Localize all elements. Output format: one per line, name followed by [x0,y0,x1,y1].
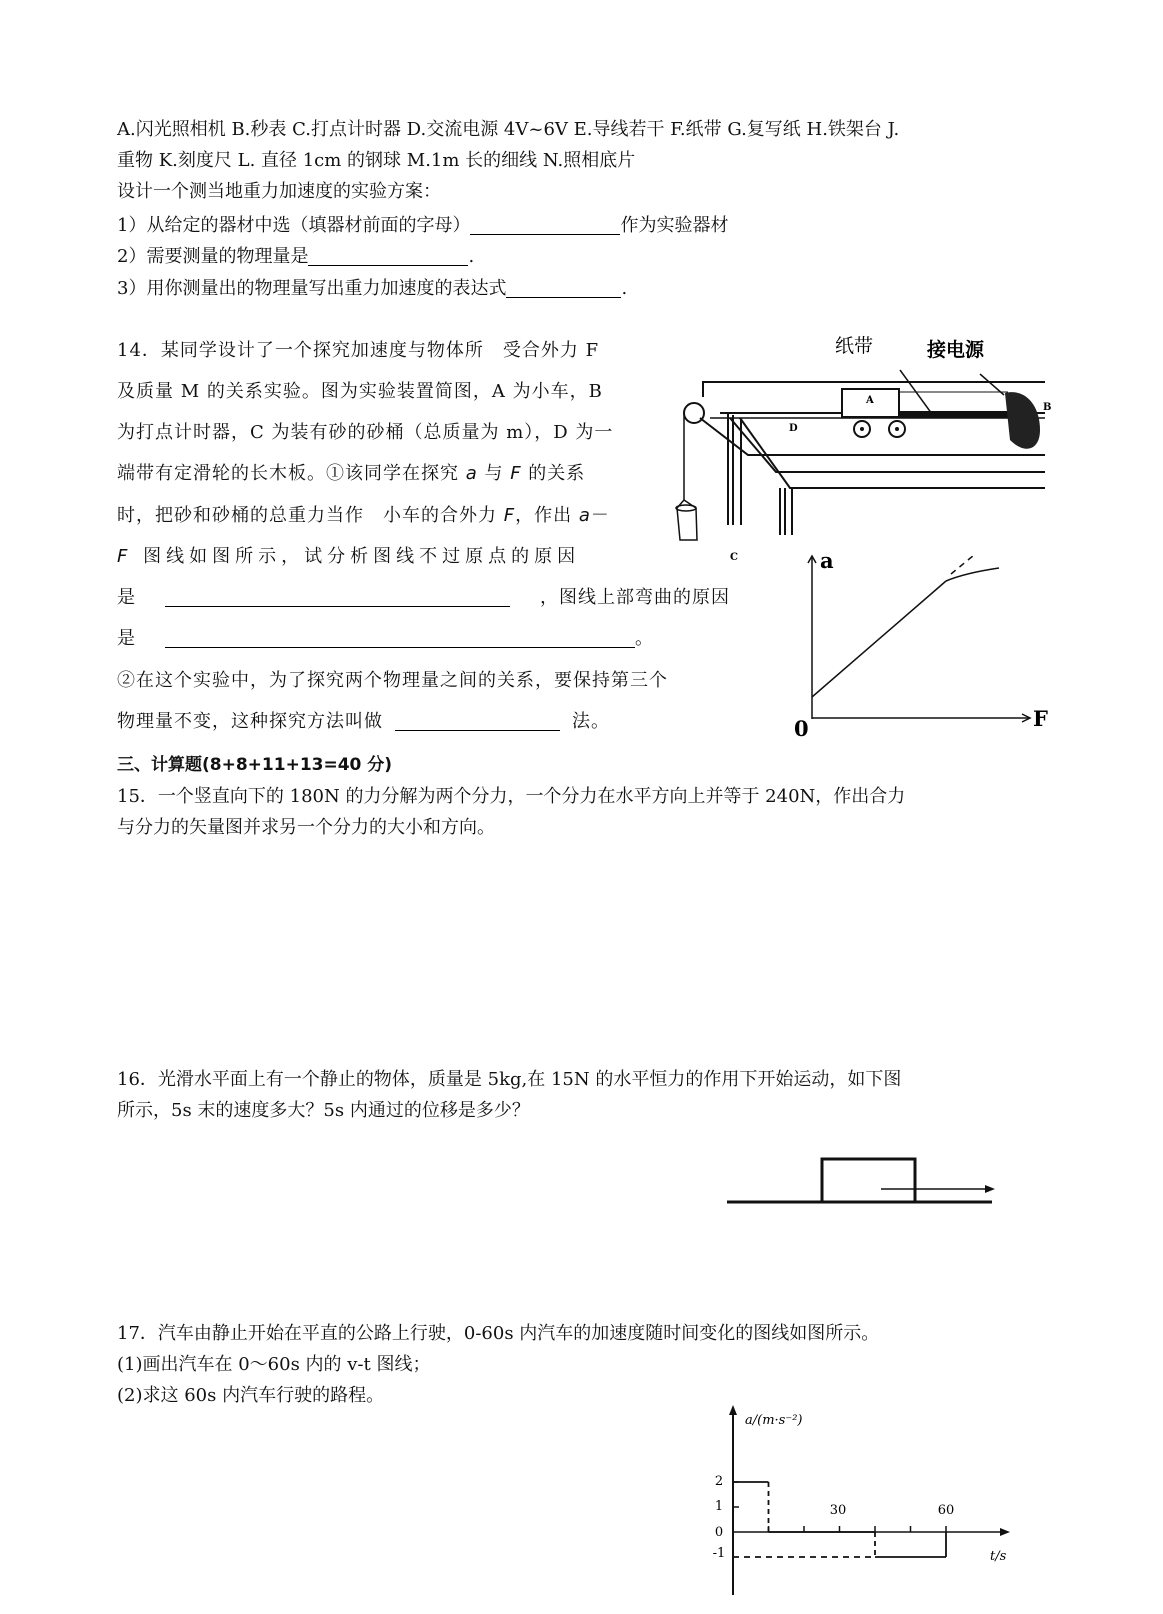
label-power: 接电源 [927,339,985,361]
item2-text: 2）需要测量的物理量是 [117,246,309,267]
y-axis-label: a/(m·s⁻²) [745,1413,803,1428]
item1-suffix: 作为实验器材 [620,215,729,236]
text: 端带有定滑轮的长木板。①该同学在探究 [117,463,466,484]
origin-label: 0 [794,716,809,741]
text: 的关系 [521,463,586,484]
x-axis-label: t/s [990,1549,1007,1564]
label-B: B [1043,402,1052,413]
a-F-graph [808,555,1030,722]
label-A: A [866,395,874,406]
q14-line2: 及质量 M 的关系实验。图为实验装置简图，A 为小车，B [117,381,603,402]
q14-line9: ②在这个实验中，为了探究两个物理量之间的关系，要保持第三个 [117,670,668,691]
q14-line3: 为打点计时器，C 为装有砂的砂桶（总质量为 m），D 为一 [117,422,614,443]
item3-text: 3）用你测量出的物理量写出重力加速度的表达式 [117,278,507,299]
q14-line1: 14．某同学设计了一个探究加速度与物体所 受合外力 F [117,340,600,361]
q17-line3: (2)求这 60s 内汽车行驶的路程。 [117,1385,385,1406]
text: 是 [117,628,135,649]
text: － [590,505,610,526]
var-a: a [578,505,591,526]
period: . [468,246,475,267]
text: ，作出 [515,505,579,526]
section-heading: 三、计算题(8+8+11+13=40 分) [117,755,393,775]
a-t-chart [713,1405,1010,1595]
q17-line2: (1)画出汽车在 0～60s 内的 v-t 图线； [117,1354,431,1375]
block-on-surface [727,1159,995,1202]
y-tick-label: -1 [712,1546,726,1561]
text: 是 [117,587,135,608]
item1-text: 1）从给定的器材中选（填器材前面的字母） [117,215,471,236]
text: ，图线上部弯曲的原因 [540,587,730,608]
q13-intro: 设计一个测当地重力加速度的实验方案： [117,181,441,202]
x-tick-label: 60 [937,1503,955,1518]
x-tick-label: 30 [829,1503,847,1518]
var-a: a [465,463,478,484]
y-tick-label: 1 [714,1499,724,1514]
axis-label-a: a [820,548,834,573]
text: 时，把砂和砂桶的总重力当作 小车的合外力 [117,505,504,526]
y-tick-label: 0 [714,1525,724,1540]
label-C: C [730,552,738,563]
text: 法。 [572,711,610,732]
y-tick-label: 2 [714,1474,724,1489]
period: . [621,278,628,299]
text: 物理量不变，这种探究方法叫做 [117,711,383,732]
x-axis-arrow-icon [1000,1528,1010,1536]
q17-line1: 17．汽车由静止开始在平直的公路上行驶，0-60s 内汽车的加速度随时间变化的图线如图所示。 [117,1323,880,1344]
text: 图线如图所示，试分析图线不过原点的原因 [132,546,581,567]
label-tape: 纸带 [835,335,874,357]
text: 。 [635,628,653,649]
q16-line1: 16．光滑水平面上有一个静止的物体，质量是 5kg,在 15N 的水平恒力的作用下开始运动，如下图 [117,1069,902,1090]
axis-label-F: F [1033,706,1048,731]
text: 与 [477,463,511,484]
q15-line1: 15．一个竖直向下的 180N 的力分解为两个分力，一个分力在水平方向上并等于 240N，作出合力 [117,786,906,807]
equipment-list-line2: 重物 K.刻度尺 L. 直径 1cm 的钢球 M.1m 长的细线 N.照相底片 [117,150,636,171]
timer-icon [1005,392,1040,449]
var-F: F [503,505,516,526]
q16-line2: 所示，5s 末的速度多大？5s 内通过的位移是多少？ [117,1100,530,1121]
label-D: D [789,423,798,434]
equipment-list-line1: A.闪光照相机 B.秒表 C.打点计时器 D.交流电源 4V~6V E.导线若干 F.纸带 G.复写纸 H.铁架台 J. [117,119,900,140]
var-F: F [510,463,522,484]
y-axis-arrow-icon [729,1405,737,1415]
arrowhead-icon [985,1185,995,1193]
q15-line2: 与分力的矢量图并求另一个分力的大小和方向。 [117,817,495,838]
var-F: F [117,546,133,567]
